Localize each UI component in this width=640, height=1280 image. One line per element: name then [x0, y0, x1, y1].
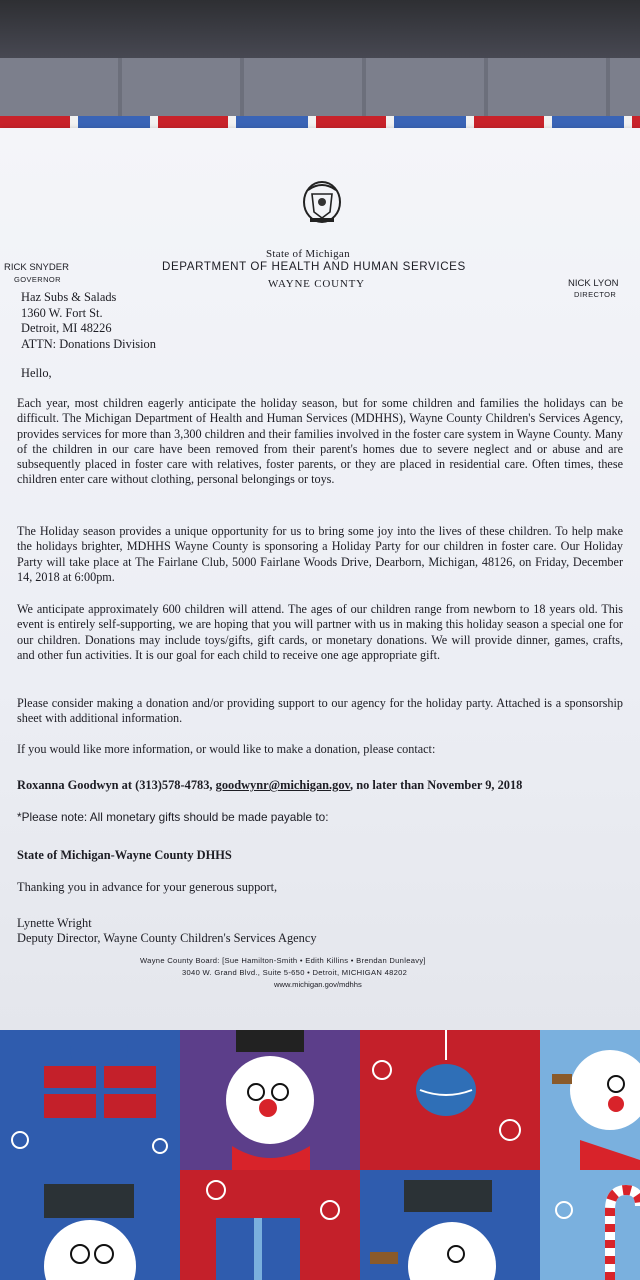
ornament-icon — [360, 1030, 540, 1170]
paragraph-intro: Each year, most children eagerly anticipate the holiday season, but for some children and families the holidays can be difficult. The Michigan Department of Health and Human Services (MDHHS), Wayne County Children's Services Agency, provides services for more than 3,300 children and their families involved in the foster care system in Wayne County. Many of the children in our care have been removed from their parent's homes due to severe neglect and or abuse and are subsequently placed in foster care with relatives, foster parents, or they are placed in residential care. Often times, these children enter care without clothing, personal belongings or toys. — [17, 396, 623, 487]
governor-name: RICK SNYDER — [4, 262, 69, 273]
michigan-seal-icon — [302, 180, 342, 224]
snowman-tile — [540, 1030, 640, 1170]
snowman-tile — [0, 1170, 180, 1280]
snowman-hat-icon — [0, 1170, 180, 1280]
contact-line — [17, 778, 522, 793]
governor-title: GOVERNOR — [14, 275, 61, 284]
recipient-line: Haz Subs & Salads — [21, 290, 117, 304]
recipient-address — [21, 290, 156, 352]
gift-tile — [180, 1170, 360, 1280]
snowman-pipe-icon — [540, 1030, 640, 1170]
snowman-pipe-icon — [360, 1170, 540, 1280]
footer-board: Wayne County Board: [Sue Hamilton-Smith • Edith Killins • Brendan Dunleavy] — [140, 956, 426, 965]
recipient-line: Detroit, MI 48226 — [21, 321, 112, 336]
paragraph-request: Please consider making a donation and/or providing support to our agency for the holiday party. Attached is a sponsorship sheet with additional information. — [17, 696, 623, 726]
payment-note: *Please note: All monetary gifts should be made payable to: — [17, 810, 329, 824]
ceiling — [0, 0, 640, 58]
gift-box-icon — [0, 1030, 180, 1170]
footer-address: 3040 W. Grand Blvd., Suite 5-650 • Detroit, MICHIGAN 48202 — [182, 968, 408, 977]
contact-name-phone: Roxanna Goodwyn at (313)578-4783, — [17, 778, 213, 792]
candy-cane-tile — [540, 1170, 640, 1280]
paragraph-party: The Holiday season provides a unique opportunity for us to bring some joy into the lives of these children. To help make the holidays brighter, MDHHS Wayne County is sponsoring a Holiday Party for our children in foster care. Our Holiday Party will take place at The Fairlane Club, 5000 Fairlane Woods Drive, Dearborn, Michigan, 48126, on Friday, December 14, 2018 at 6:00pm. — [17, 524, 623, 584]
wrapping-paper-bottom — [0, 1030, 640, 1280]
director-title: DIRECTOR — [574, 290, 617, 299]
snowman-icon — [180, 1030, 360, 1170]
snowman-tile — [180, 1030, 360, 1170]
recipient-line: ATTN: Donations Division — [21, 336, 156, 351]
signature-title: Deputy Director, Wayne County Children's Services Agency — [17, 931, 317, 945]
candy-cane-icon — [540, 1170, 640, 1280]
letter-page — [0, 128, 640, 1040]
contact-deadline: , no later than November 9, 2018 — [350, 778, 523, 792]
ornament-tile — [360, 1030, 540, 1170]
footer-website[interactable]: www.michigan.gov/mdhhs — [274, 980, 362, 989]
gift-box-icon — [180, 1170, 360, 1280]
letterhead-department: DEPARTMENT OF HEALTH AND HUMAN SERVICES — [162, 260, 466, 273]
greeting: Hello, — [21, 366, 52, 380]
recipient-line: 1360 W. Fort St. — [21, 305, 103, 320]
snowman-tile — [360, 1170, 540, 1280]
contact-email-link[interactable]: goodwynr@michigan.gov — [215, 778, 351, 792]
paragraph-contact-intro: If you would like more information, or would like to make a donation, please contact: — [17, 742, 436, 756]
signature-name: Lynette Wright — [17, 916, 92, 930]
paragraph-attendance: We anticipate approximately 600 children will attend. The ages of our children range from newborn to 18 years old. This event is entirely self-supporting, we are hoping that you will partner with us in making this holiday season a special one for our children. Donations may include toys/gifts, gift cards, or monetary donations. We will provide dinner, games, crafts, and other fun activities. It is our goal for each child to receive one age appropriate gift. — [17, 602, 623, 662]
gift-tile — [0, 1030, 180, 1170]
payee: State of Michigan-Wayne County DHHS — [17, 848, 232, 862]
letterhead-state: State of Michigan — [266, 248, 350, 260]
closing: Thanking you in advance for your generous support, — [17, 880, 278, 894]
letterhead-county: WAYNE COUNTY — [268, 278, 365, 290]
director-name: NICK LYON — [568, 278, 619, 289]
